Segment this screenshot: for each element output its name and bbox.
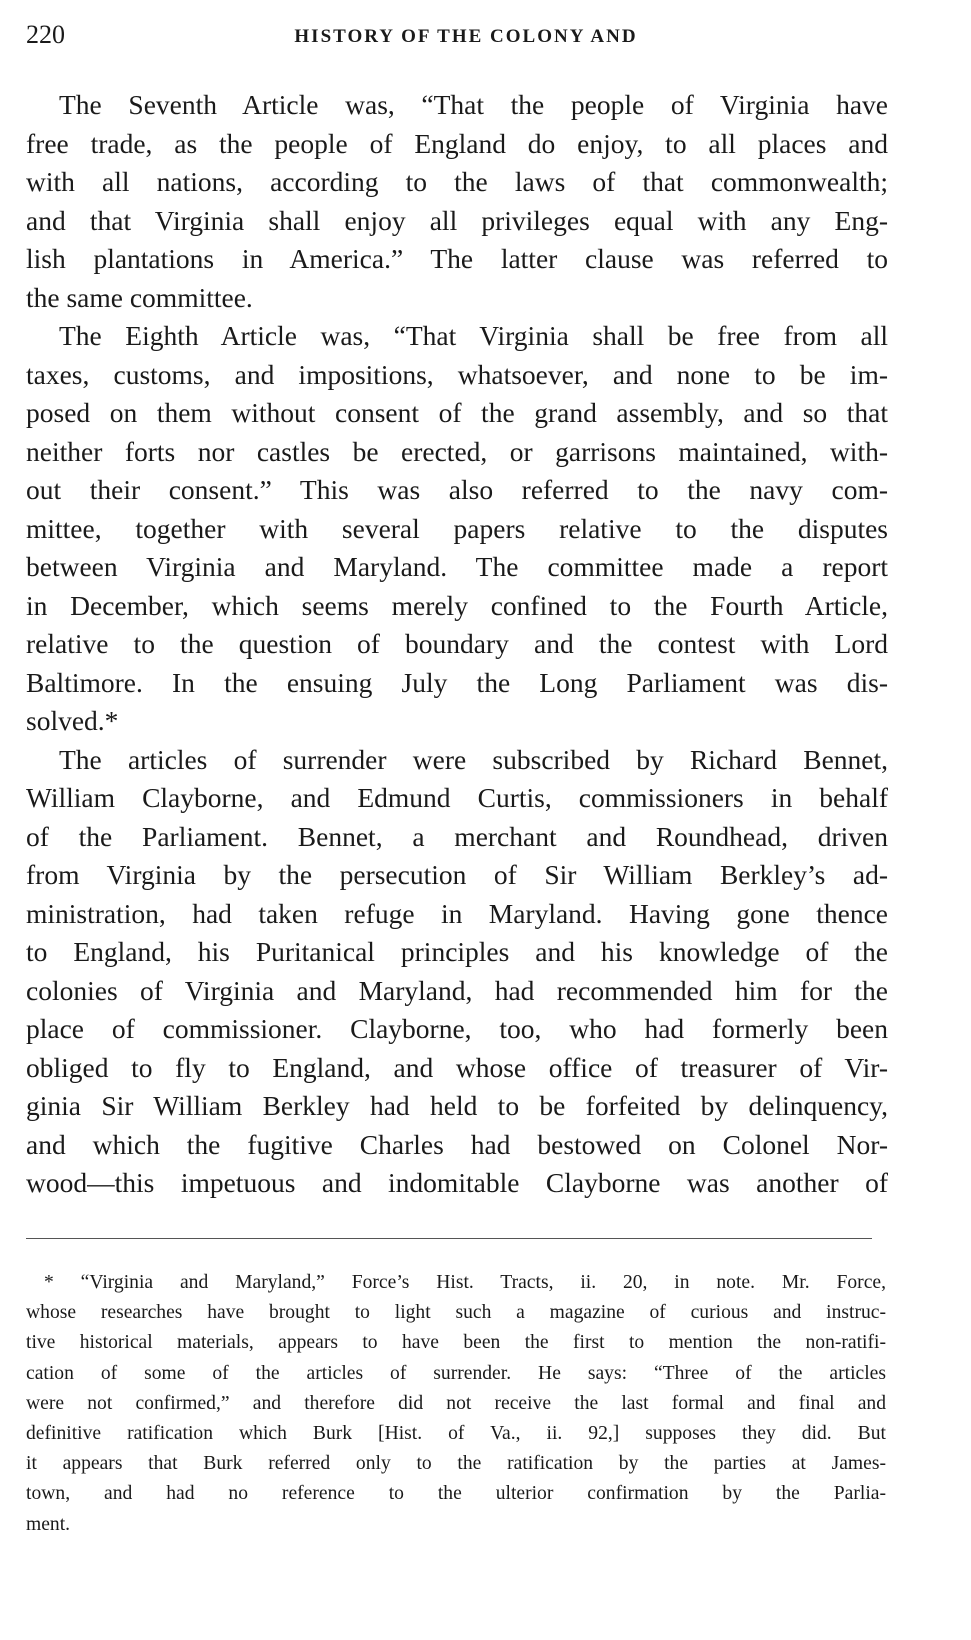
paragraph-line: ministration, had taken refuge in Maryland. Having gone thence	[26, 897, 888, 929]
paragraph-line: free trade, as the people of England do enjoy, to all places and	[26, 127, 888, 159]
paragraph-line: The articles of surrender were subscribed by Richard Bennet,	[59, 743, 888, 775]
footnote-line: town, and had no reference to the ulterior confirmation by the Parlia-	[26, 1483, 886, 1505]
paragraph-line: posed on them without consent of the grand assembly, and so that	[26, 397, 888, 428]
paragraph-line: to England, his Puritanical principles and his knowledge of the	[26, 936, 888, 967]
page-header	[26, 18, 906, 52]
paragraph-line: wood—this impetuous and indomitable Clayborne was another of	[26, 1167, 888, 1198]
paragraph-line: place of commissioner. Clayborne, too, who had formerly been	[26, 1013, 888, 1044]
footnote-line: it appears that Burk referred only to the ratification by the parties at James-	[26, 1453, 886, 1475]
paragraph-line: with all nations, according to the laws of that commonwealth;	[26, 166, 888, 197]
paragraph-line: colonies of Virginia and Maryland, had recommended him for the	[26, 974, 888, 1006]
paragraph-line: Baltimore. In the ensuing July the Long Parliament was dis-	[26, 666, 888, 698]
paragraph-line: The Eighth Article was, “That Virginia shall be free from all	[59, 320, 888, 351]
paragraph-line: relative to the question of boundary and the contest with Lord	[26, 628, 888, 659]
paragraph-line: neither forts nor castles be erected, or garrisons maintained, with-	[26, 435, 888, 467]
paragraph-line: taxes, customs, and impositions, whatsoever, and none to be im-	[26, 358, 888, 390]
footnote-line: cation of some of the articles of surrender. He says: “Three of the articles	[26, 1362, 886, 1384]
footnote-line: definitive ratification which Burk [Hist. of Va., ii. 92,] supposes they did. But	[26, 1422, 886, 1444]
footnote-line: tive historical materials, appears to have been the first to mention the non-ratifi-	[26, 1332, 886, 1354]
paragraph-line: obliged to fly to England, and whose office of treasurer of Vir-	[26, 1051, 888, 1083]
paragraph-line: out their consent.” This was also referred to the navy com-	[26, 474, 888, 505]
paragraph-line: solved.*	[26, 705, 119, 736]
paragraph-line: and which the fugitive Charles had bestowed on Colonel Nor-	[26, 1128, 888, 1160]
paragraph-line: lish plantations in America.” The latter clause was referred to	[26, 243, 888, 274]
paragraph-line: between Virginia and Maryland. The committee made a report	[26, 551, 888, 582]
paragraph-line: in December, which seems merely confined to the Fourth Article,	[26, 589, 888, 621]
footnote-line: were not confirmed,” and therefore did not receive the last formal and final and	[26, 1392, 886, 1414]
paragraph-line: from Virginia by the persecution of Sir William Berkley’s ad-	[26, 859, 888, 890]
footnote-line: whose researches have brought to light such a magazine of curious and instruc-	[26, 1302, 886, 1324]
paragraph-line: The Seventh Article was, “That the people of Virginia have	[59, 89, 888, 120]
footnote	[26, 1268, 886, 1540]
running-head: HISTORY OF THE COLONY AND	[294, 26, 638, 47]
footnote-line: ment.	[26, 1513, 71, 1535]
paragraph-line: mittee, together with several papers relative to the disputes	[26, 512, 888, 544]
footnote-line: * “Virginia and Maryland,” Force’s Hist. Tracts, ii. 20, in note. Mr. Force,	[44, 1272, 886, 1293]
paragraph-line: ginia Sir William Berkley had held to be forfeited by delinquency,	[26, 1090, 888, 1121]
paragraph-line: and that Virginia shall enjoy all privileges equal with any Eng-	[26, 204, 888, 236]
paragraph-line: of the Parliament. Bennet, a merchant and Roundhead, driven	[26, 820, 888, 852]
paragraph-line: the same committee.	[26, 281, 253, 313]
footnote-divider	[26, 1238, 872, 1239]
paragraph-line: William Clayborne, and Edmund Curtis, commissioners in behalf	[26, 782, 888, 813]
page-number: 220	[26, 20, 65, 49]
body-text	[26, 86, 888, 1203]
